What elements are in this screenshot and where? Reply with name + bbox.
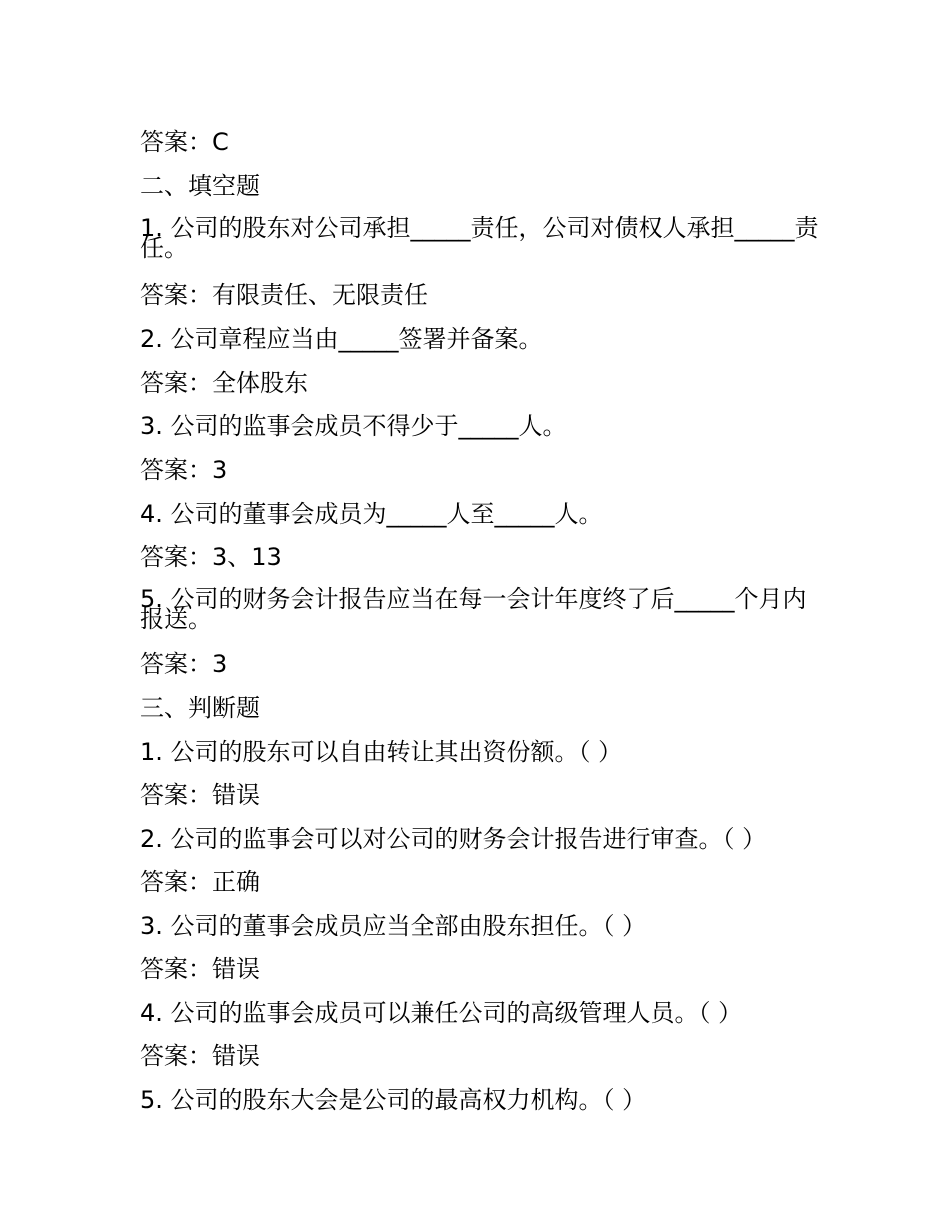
question-line: 5. 公司的股东大会是公司的最高权力机构。（ ） [140, 1086, 647, 1114]
question-line: 4. 公司的董事会成员为_____人至_____人。 [140, 500, 603, 528]
answer-line: 答案：错误 [140, 1042, 260, 1070]
question-line: 5. 公司的财务会计报告应当在每一会计年度终了后_____个月内报送。 [140, 585, 807, 633]
answer-line: 答案：3 [140, 456, 228, 484]
question-line: 2. 公司的监事会可以对公司的财务会计报告进行审查。（ ） [140, 825, 767, 853]
answer-line: 答案：有限责任、无限责任 [140, 281, 428, 309]
answer-line: 答案：C [140, 128, 229, 156]
question-line: 3. 公司的监事会成员不得少于_____人。 [140, 412, 567, 440]
question-line: 3. 公司的董事会成员应当全部由股东担任。（ ） [140, 912, 647, 940]
answer-line: 答案：3 [140, 650, 228, 678]
question-line: 2. 公司章程应当由_____签署并备案。 [140, 325, 543, 353]
answer-line: 答案：错误 [140, 955, 260, 983]
answer-line: 答案：3、13 [140, 543, 282, 571]
answer-line: 答案：全体股东 [140, 369, 308, 397]
answer-line: 答案：错误 [140, 781, 260, 809]
question-line: 4. 公司的监事会成员可以兼任公司的高级管理人员。（ ） [140, 999, 743, 1027]
question-line: 1. 公司的股东可以自由转让其出资份额。（ ） [140, 738, 623, 766]
answer-line: 答案：正确 [140, 868, 260, 896]
question-line: 1. 公司的股东对公司承担_____责任，公司对债权人承担_____责任。 [140, 214, 819, 262]
section-heading-true-false: 三、判断题 [140, 694, 260, 722]
section-heading-fill-blank: 二、填空题 [140, 172, 260, 200]
